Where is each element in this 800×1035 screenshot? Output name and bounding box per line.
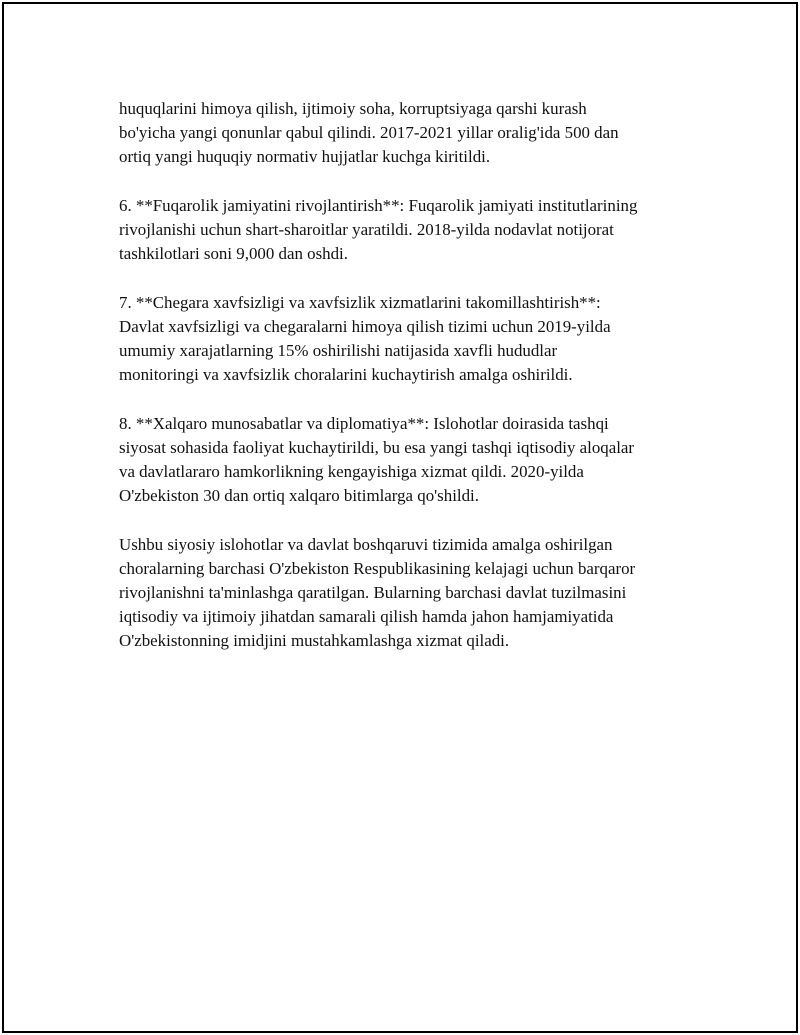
text-line: Ushbu siyosiy islohotlar va davlat boshqaruvi tizimida amalga oshirilgan (119, 534, 613, 554)
text-line: tashkilotlari soni 9,000 dan oshdi. (119, 244, 348, 264)
text-line: O'zbekiston 30 dan ortiq xalqaro bitimlarga qo'shildi. (119, 486, 479, 506)
paragraph-international-relations (119, 412, 699, 509)
paragraph-civil-society (119, 194, 699, 267)
text-line: va davlatlararo hamkorlikning kengayishiga xizmat qildi. 2020-yilda (119, 462, 584, 481)
text-line: monitoringi va xavfsizlik choralarini kuchaytirish amalga oshirildi. (119, 365, 573, 385)
text-line: Davlat xavfsizligi va chegaralarni himoya qilish tizimi uchun 2019-yilda (119, 316, 611, 336)
text-line: choralarning barchasi O'zbekiston Respublikasining kelajagi uchun barqaror (119, 558, 636, 578)
text-line: O'zbekistonning imidjini mustahkamlashga xizmat qiladi. (119, 631, 510, 651)
text-line: 7. **Chegara xavfsizligi va xavfsizlik xizmatlarini takomillashtirish**: (119, 292, 601, 312)
text-line: rivojlanishi uchun shart-sharoitlar yaratildi. 2018-yilda nodavlat notijorat (119, 220, 614, 239)
paragraph-conclusion (119, 533, 699, 654)
text-line: iqtisodiy va ijtimoiy jihatdan samarali qilish hamda jahon hamjamiyatida (119, 607, 614, 627)
text-line: umumiy xarajatlarning 15% oshirilishi natijasida xavfli hududlar (119, 341, 558, 360)
text-line: 6. **Fuqarolik jamiyatini rivojlantirish**: Fuqarolik jamiyati institutlarining (119, 195, 638, 215)
paragraph-border-security (119, 291, 699, 388)
text-line: huquqlarini himoya qilish, ijtimoiy soha, korruptsiyaga qarshi kurash (119, 99, 587, 118)
text-line: 8. **Xalqaro munosabatlar va diplomatiya**: Islohotlar doirasida tashqi (119, 413, 609, 433)
document-body (119, 97, 699, 678)
text-line: bo'yicha yangi qonunlar qabul qilindi. 2017-2021 yillar oralig'ida 500 dan (119, 123, 619, 143)
text-line: ortiq yangi huquqiy normativ hujjatlar kuchga kiritildi. (119, 147, 491, 167)
text-line: siyosat sohasida faoliyat kuchaytirildi, bu esa yangi tashqi iqtisodiy aloqalar (119, 437, 635, 457)
paragraph-legal-reforms (119, 97, 699, 170)
document-page (2, 2, 798, 1033)
text-line: rivojlanishni ta'minlashga qaratilgan. Bularning barchasi davlat tuzilmasini (119, 583, 627, 602)
